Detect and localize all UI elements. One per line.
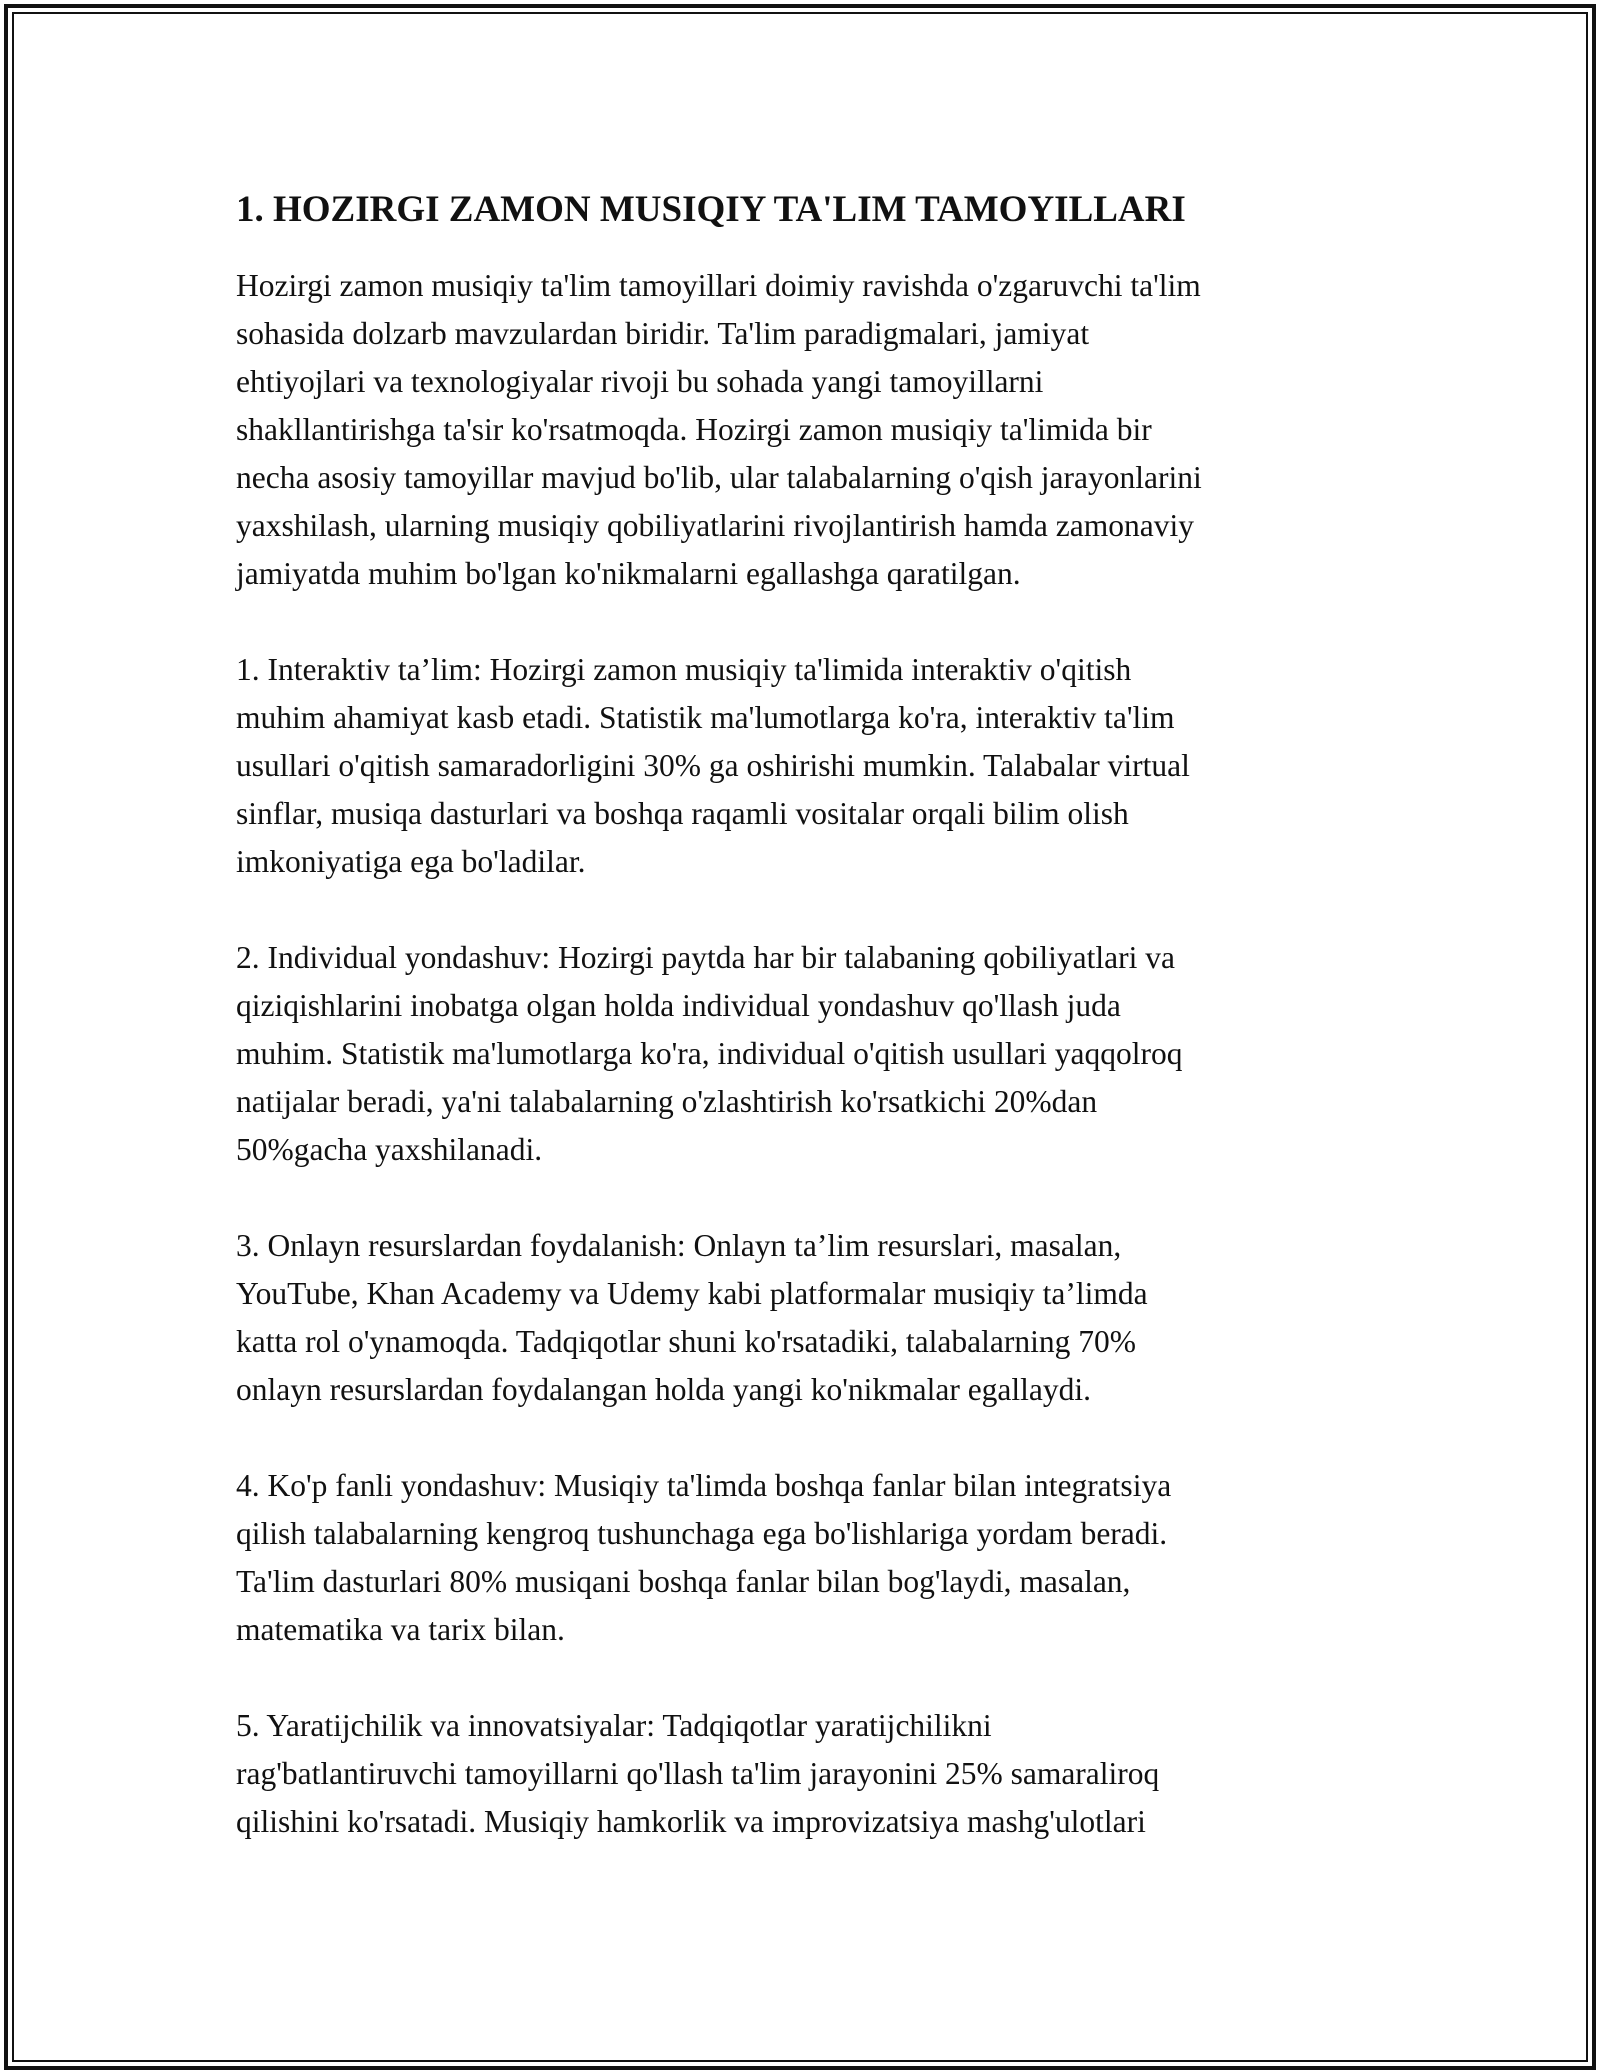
principle-paragraph-5 bbox=[236, 1702, 1386, 1846]
principle-paragraph-3 bbox=[236, 1222, 1386, 1414]
text-line: natijalar beradi, ya'ni talabalarning o'zlashtirish ko'rsatkichi 20%dan bbox=[236, 1084, 1098, 1119]
text-line: jamiyatda muhim bo'lgan ko'nikmalarni egallashga qaratilgan. bbox=[236, 556, 1021, 591]
text-line: 3. Onlayn resurslardan foydalanish: Onlayn ta’lim resurslari, masalan, bbox=[236, 1228, 1122, 1263]
intro-paragraph bbox=[236, 262, 1386, 598]
text-line: rag'batlantiruvchi tamoyillarni qo'llash ta'lim jarayonini 25% samaraliroq bbox=[236, 1756, 1160, 1791]
text-line: muhim ahamiyat kasb etadi. Statistik ma'lumotlarga ko'ra, interaktiv ta'lim bbox=[236, 700, 1175, 735]
paragraph-list bbox=[236, 262, 1386, 1846]
text-line: Ta'lim dasturlari 80% musiqani boshqa fanlar bilan bog'laydi, masalan, bbox=[236, 1564, 1131, 1599]
section-heading: 1. HOZIRGI ZAMON MUSIQIY TA'LIM TAMOYILLARI bbox=[236, 189, 1186, 230]
text-line: yaxshilash, ularning musiqiy qobiliyatlarini rivojlantirish hamda zamonaviy bbox=[236, 508, 1194, 543]
text-line: qilishini ko'rsatadi. Musiqiy hamkorlik va improvizatsiya mashg'ulotlari bbox=[236, 1804, 1146, 1839]
text-line: shakllantirishga ta'sir ko'rsatmoqda. Hozirgi zamon musiqiy ta'limida bir bbox=[236, 412, 1152, 447]
principle-paragraph-1 bbox=[236, 646, 1386, 886]
text-line: sinflar, musiqa dasturlari va boshqa raqamli vositalar orqali bilim olish bbox=[236, 796, 1129, 831]
text-line: muhim. Statistik ma'lumotlarga ko'ra, individual o'qitish usullari yaqqolroq bbox=[236, 1036, 1183, 1071]
text-line: usullari o'qitish samaradorligini 30% ga oshirishi mumkin. Talabalar virtual bbox=[236, 748, 1190, 783]
text-line: imkoniyatiga ega bo'ladilar. bbox=[236, 844, 586, 879]
text-line: qilish talabalarning kengroq tushunchaga ega bo'lishlariga yordam beradi. bbox=[236, 1516, 1168, 1551]
text-line: ehtiyojlari va texnologiyalar rivoji bu sohada yangi tamoyillarni bbox=[236, 364, 1044, 399]
text-line: 50%gacha yaxshilanadi. bbox=[236, 1132, 543, 1167]
text-line: matematika va tarix bilan. bbox=[236, 1612, 565, 1647]
text-line: necha asosiy tamoyillar mavjud bo'lib, ular talabalarning o'qish jarayonlarini bbox=[236, 460, 1202, 495]
text-line: onlayn resurslardan foydalangan holda yangi ko'nikmalar egallaydi. bbox=[236, 1372, 1092, 1407]
text-line: 2. Individual yondashuv: Hozirgi paytda har bir talabaning qobiliyatlari va bbox=[236, 940, 1175, 975]
text-line: qiziqishlarini inobatga olgan holda individual yondashuv qo'llash juda bbox=[236, 988, 1121, 1023]
principle-paragraph-4 bbox=[236, 1462, 1386, 1654]
text-line: YouTube, Khan Academy va Udemy kabi platformalar musiqiy ta’limda bbox=[236, 1276, 1148, 1311]
document-body bbox=[236, 186, 1386, 1894]
text-line: 1. Interaktiv ta’lim: Hozirgi zamon musiqiy ta'limida interaktiv o'qitish bbox=[236, 652, 1132, 687]
text-line: 5. Yaratijchilik va innovatsiyalar: Tadqiqotlar yaratijchilikni bbox=[236, 1708, 992, 1743]
text-line: 4. Ko'p fanli yondashuv: Musiqiy ta'limda boshqa fanlar bilan integratsiya bbox=[236, 1468, 1172, 1503]
text-line: katta rol o'ynamoqda. Tadqiqotlar shuni ko'rsatadiki, talabalarning 70% bbox=[236, 1324, 1136, 1359]
text-line: Hozirgi zamon musiqiy ta'lim tamoyillari doimiy ravishda o'zgaruvchi ta'lim bbox=[236, 268, 1201, 303]
principle-paragraph-2 bbox=[236, 934, 1386, 1174]
text-line: sohasida dolzarb mavzulardan biridir. Ta'lim paradigmalari, jamiyat bbox=[236, 316, 1090, 351]
